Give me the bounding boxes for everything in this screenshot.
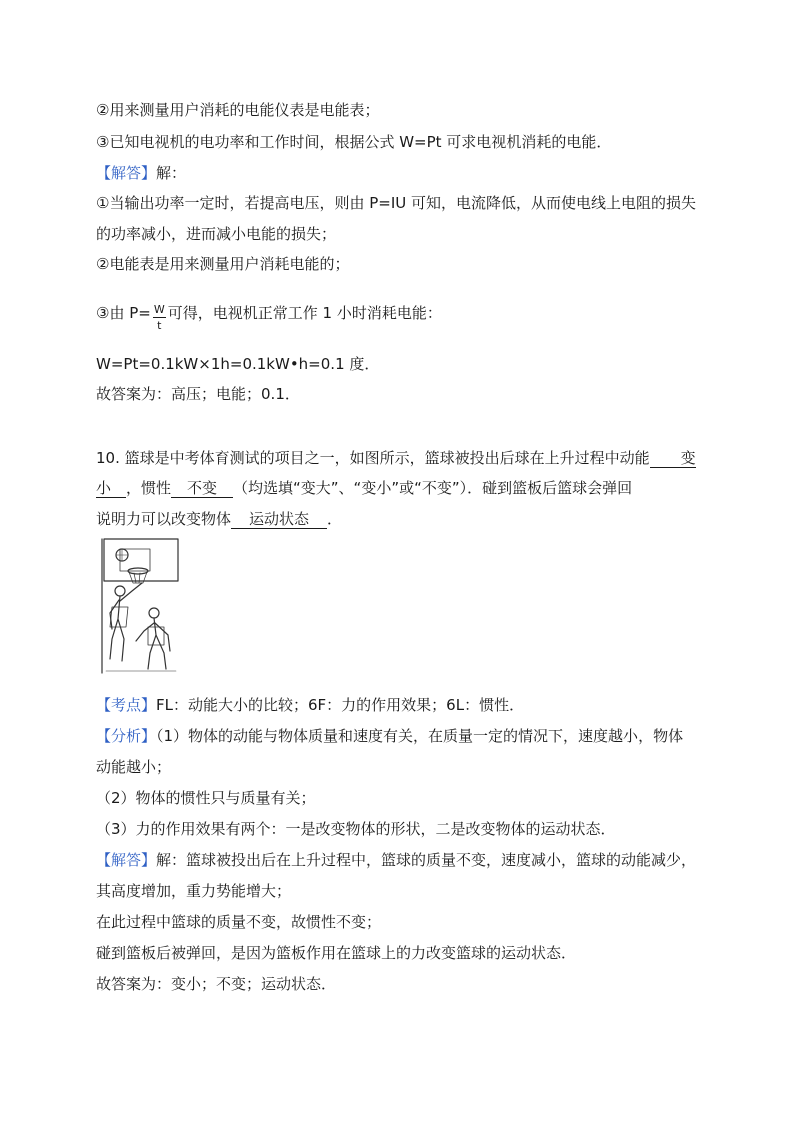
q10-jieda-line-2: 其高度增加，重力势能增大； bbox=[96, 882, 292, 900]
q10-stem-1: 10. 篮球是中考体育测试的项目之一，如图所示，篮球被投出后球在上升过程中动能 bbox=[96, 449, 650, 467]
prev-solution-2: ②电能表是用来测量用户消耗电能的； bbox=[96, 255, 350, 273]
prev-solution-3 bbox=[96, 303, 442, 334]
jieda-tag: 【解答】 bbox=[96, 851, 157, 869]
q10-jieda-line-4: 碰到篮板后被弹回，是因为篮板作用在篮球上的力改变篮球的运动状态． bbox=[96, 944, 577, 962]
fenxi-tag: 【分析】 bbox=[96, 727, 157, 745]
q10-fenxi-2: （2）物体的惯性只与质量有关； bbox=[96, 789, 316, 807]
q10-line-1 bbox=[96, 448, 696, 468]
formula-fraction bbox=[153, 303, 166, 334]
kaodian-text: FL：动能大小的比较；6F：力的作用效果；6L：惯性． bbox=[156, 696, 525, 714]
prev-item-2: ②用来测量用户消耗的电能仪表是电能表； bbox=[96, 101, 380, 119]
q10-kaodian bbox=[96, 695, 524, 715]
formula-suffix: 可得，电视机正常工作 1 小时消耗电能： bbox=[167, 304, 442, 322]
kaodian-tag: 【考点】 bbox=[96, 696, 157, 714]
formula-prefix: ③由 P= bbox=[96, 304, 151, 322]
q10-fenxi-3: （3）力的作用效果有两个：一是改变物体的形状，二是改变物体的运动状态． bbox=[96, 820, 616, 838]
q10-jieda-line-3: 在此过程中篮球的质量不变，故惯性不变； bbox=[96, 913, 382, 931]
answer-lead: 解： bbox=[156, 164, 187, 182]
fraction-denominator: t bbox=[157, 319, 162, 332]
q10-fenxi-line-2: 动能越小； bbox=[96, 758, 172, 776]
q10-stem-2: ，惯性 bbox=[126, 479, 172, 497]
prev-item-3: ③已知电视机的电功率和工作时间，根据公式 W=Pt 可求电视机消耗的电能． bbox=[96, 133, 612, 151]
q10-final-answer: 故答案为：变小；不变；运动状态． bbox=[96, 975, 337, 993]
q10-fenxi-line-1 bbox=[96, 726, 683, 746]
basketball-illustration bbox=[98, 535, 184, 675]
q10-jieda-line-1 bbox=[96, 850, 696, 870]
q10-blank-1-start: 变 bbox=[650, 449, 696, 468]
q10-line-3 bbox=[96, 509, 342, 529]
prev-final-answer: 故答案为：高压；电能；0.1． bbox=[96, 385, 300, 403]
prev-answer-heading bbox=[96, 163, 186, 183]
q10-stem-5: ． bbox=[327, 510, 343, 528]
q10-stem-3: （均选填“变大”、“变小”或“不变”）．碰到篮板后篮球会弹回 bbox=[233, 479, 633, 497]
q10-line-2 bbox=[96, 478, 632, 498]
prev-solution-1-line-2: 的功率减小，进而减小电能的损失； bbox=[96, 225, 337, 243]
fenxi-1-text: （1）物体的动能与物体质量和速度有关，在质量一定的情况下，速度越小，物体 bbox=[156, 727, 684, 745]
jieda-1-text: 解：篮球被投出后在上升过程中，篮球的质量不变，速度减小，篮球的动能减少， bbox=[156, 851, 697, 869]
fraction-numerator: W bbox=[153, 303, 165, 316]
q10-blank-2: 不变 bbox=[171, 479, 233, 498]
q10-blank-1-end: 小 bbox=[96, 479, 126, 498]
q10-stem-4: 说明力可以改变物体 bbox=[96, 510, 232, 528]
q10-blank-3: 运动状态 bbox=[231, 510, 327, 529]
prev-solution-1-line-1: ①当输出功率一定时，若提高电压，则由 P=IU 可知，电流降低，从而使电线上电阻的损失 bbox=[96, 194, 697, 212]
backboard bbox=[104, 539, 178, 581]
answer-tag: 【解答】 bbox=[96, 164, 157, 182]
prev-calculation: W=Pt=0.1kW×1h=0.1kW•h=0.1 度． bbox=[96, 355, 380, 373]
